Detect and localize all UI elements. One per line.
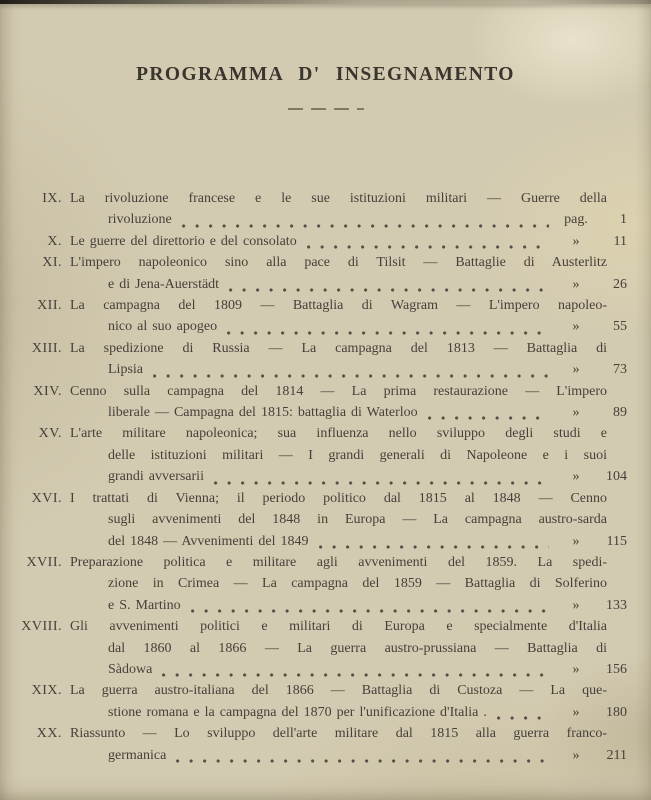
entry-text: La rivoluzione francese e le sue istituzioni militari — Guerre della [70,191,607,206]
page-ref-marker: » [572,233,580,249]
entry-line [70,488,627,509]
entry-text: liberale — Campagna del 1815: battaglia di Waterloo [108,405,418,421]
page-ref-marker: » [572,469,580,485]
entry-lines [70,552,627,616]
toc-entry [0,381,651,424]
toc-entry [0,723,651,766]
entry-text: I trattati di Vienna; il periodo politico dal 1815 al 1848 — Cenno [70,490,607,506]
entry-numeral: XVII. [26,554,62,570]
entry-line [70,595,627,616]
entry-numeral: XX. [36,726,62,742]
entry-text: stione romana e la campagna del 1870 per l'unificazione d'Italia . [108,704,487,720]
toc-entry [0,488,651,552]
entry-line [70,745,627,766]
entry-lines [70,616,627,680]
entry-line [70,402,627,423]
page-number: 26 [613,276,627,292]
dot-leader [229,288,549,292]
entry-numeral: XVI. [31,490,62,506]
entry-text: dal 1860 al 1866 — La guerra austro-prussiana — Battaglia di [108,640,607,656]
page-ref-marker: » [572,276,580,292]
page-number: 180 [606,704,627,720]
entry-numeral: XI. [42,255,62,271]
entry-text: Riassunto — Lo sviluppo dell'arte militare dal 1815 alla guerra franco- [70,726,607,742]
entry-text: e di Jena-Auerstädt [108,276,220,292]
entry-text: germanica [108,747,167,763]
dot-leader [319,545,550,549]
page-ref-marker: » [572,597,580,613]
entry-line [70,552,627,573]
entry-line [70,188,627,209]
page-ref-marker: » [572,362,580,378]
page-number: 156 [606,661,627,677]
toc-entry [0,616,651,680]
entry-lines [70,252,627,295]
entry-line [70,338,627,359]
entry-text: La spedizione di Russia — La campagna del 1813 — Battaglia di [70,340,607,356]
entry-lines [70,423,627,487]
entry-lines [70,680,627,723]
entry-line [70,381,627,402]
toc-entry [0,552,651,616]
entry-numeral: XVIII. [21,619,62,635]
entry-text: Cenno sulla campagna del 1814 — La prima restaurazione — L'impero [70,383,607,399]
page-ref-marker: » [572,704,580,720]
entry-lines [70,188,627,231]
entry-text: Preparazione politica e militare agli avvenimenti del 1859. La spedi- [70,554,607,570]
entry-line [70,659,627,680]
entry-text: Lipsia [108,362,143,378]
toc-entry [0,338,651,381]
page-number: 55 [613,319,627,335]
page-ref-marker: » [572,661,580,677]
entry-text: Gli avvenimenti politici e militari di Europa e specialmente d'Italia [70,619,607,635]
entry-numeral: XIII. [31,340,62,356]
entry-text: Le guerre del direttorio e del consolato [70,233,297,249]
entry-line [70,295,627,316]
dot-leader [428,416,549,420]
entry-line [70,445,627,466]
page-number: 115 [606,533,627,549]
dot-leader [214,481,549,485]
entry-lines [70,295,627,338]
entry-line [70,723,627,744]
entry-line [70,316,627,337]
entry-text: e S. Martino [108,597,181,613]
page-number: 1 [620,212,627,228]
entry-numeral: XIX. [31,683,62,699]
dot-leader [176,759,549,763]
page-number: 104 [606,469,627,485]
page-title: PROGRAMMA D' INSEGNAMENTO [136,64,515,85]
toc-entry [0,680,651,723]
toc-entry [0,423,651,487]
entry-line [70,680,627,701]
dot-leader [153,374,549,378]
entry-line [70,573,627,594]
entry-text: L'arte militare napoleonica; sua influenza nello sviluppo degli studi e [70,426,607,442]
entry-line [70,252,627,273]
dot-leader [497,716,549,720]
entry-line [70,509,627,530]
entry-text: L'impero napoleonico sino alla pace di Tilsit — Battaglie di Austerlitz [70,255,607,271]
entry-lines [70,231,627,252]
entry-line [70,274,627,295]
toc-entry [0,188,651,231]
entry-numeral: XII. [37,298,62,314]
entry-line [70,359,627,380]
entry-lines [70,338,627,381]
page-number: 133 [606,597,627,613]
entry-numeral: XV. [38,426,62,442]
dot-leader [191,609,549,613]
entry-numeral: IX. [42,191,62,206]
entry-text: grandi avversarii [108,469,204,485]
entry-lines [70,723,627,766]
entry-text: delle istituzioni militari — I grandi generali di Napoleone e i suoi [108,447,607,463]
dot-leader [162,673,549,677]
entry-text: La guerra austro-italiana del 1866 — Battaglia di Custoza — La que- [70,683,607,699]
entry-line [70,531,627,552]
entry-line [70,209,627,230]
toc-entry [0,252,651,295]
entry-line [70,466,627,487]
entry-line [70,231,627,252]
page-number: 73 [613,362,627,378]
page-ref-marker: » [572,747,580,763]
page-ref-marker: » [572,405,580,421]
entry-numeral: X. [47,233,62,249]
entry-text: Sàdowa [108,661,153,677]
toc-list [0,188,651,766]
page-number: 89 [613,405,627,421]
toc-entry [0,295,651,338]
page-number: 211 [606,747,627,763]
entry-line [70,638,627,659]
entry-line [70,616,627,637]
dot-leader [307,245,549,249]
entry-lines [70,488,627,552]
entry-text: rivoluzione [108,212,172,228]
page-ref-marker: » [572,319,580,335]
entry-text: zione in Crimea — La campagna del 1859 — Battaglia di Solferino [108,576,607,592]
entry-text: nico al suo apogeo [108,319,218,335]
entry-text: sugli avvenimenti del 1848 in Europa — La campagna austro-sarda [108,512,607,528]
entry-numeral: XIV. [33,383,62,399]
page-ref-marker: pag. [564,212,588,228]
title-ornament-rule [288,108,364,110]
page-number: 11 [613,233,627,249]
entry-line [70,423,627,444]
dot-leader [182,224,549,228]
entry-text: del 1848 — Avvenimenti del 1849 [108,533,309,549]
entry-line [70,702,627,723]
entry-text: La campagna del 1809 — Battaglia di Wagram — L'impero napoleo- [70,298,607,314]
page-ref-marker: » [572,533,580,549]
dot-leader [227,331,549,335]
entry-lines [70,381,627,424]
scan-top-edge-shadow [0,0,651,4]
toc-entry [0,231,651,252]
